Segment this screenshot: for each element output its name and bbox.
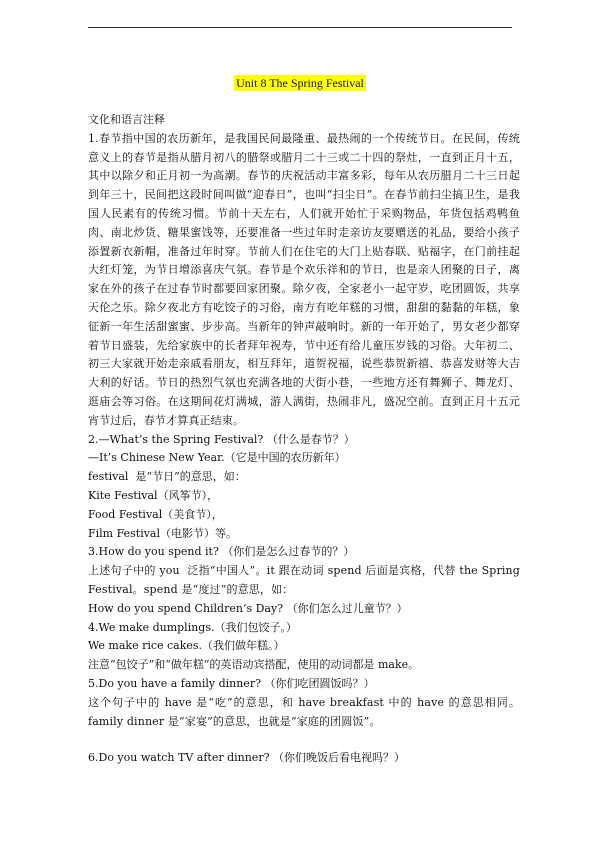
document-title: Unit 8 The Spring Festival — [236, 76, 364, 90]
note-2-question: 2.—What’s the Spring Festival? （什么是春节？） — [88, 432, 355, 446]
section-heading: 文化和语言注释 — [88, 113, 165, 126]
document-body — [88, 111, 524, 768]
note-5-question: 5.Do you have a family dinner? （你们吃团圆饭吗？） — [88, 676, 375, 690]
note-2-line-3: Food Festival（美食节）， — [88, 507, 223, 521]
note-6-question: 6.Do you watch TV after dinner? （你们晚饭后看电视吗？） — [88, 751, 405, 765]
blank-line — [88, 731, 520, 749]
note-3-line-1: 上述句子中的 you 泛指“中国人”。it 跟在动词 spend 后面是宾格，代替 the Spring Festival。spend 是“度过”的意思，如： — [88, 564, 524, 596]
note-2-line-4: Film Festival（电影节）等。 — [88, 526, 238, 540]
title-container — [0, 72, 600, 91]
note-4-line-2: 注意“包饺子”和“做年糕”的英语动宾搭配，使用的动词都是 make。 — [88, 658, 420, 672]
note-1-paragraph: 1.春节指中国的农历新年，是我国民间最隆重、最热闹的一个传统节日。在民间，传统意义上的春节是指从腊月初八的腊祭或腊月二十三或二十四的祭灶，一直到正月十五，其中以除夕和正月初一为高潮。春节的庆祝活动丰富多彩，每年从农历腊月二十三日起到年三十，民间把这段时间叫做“迎春日”，也叫“扫尘日”。在春节前扫尘搞卫生，是我国人民素有的传统习惯。节前十天左右，人们就开始忙于采购物品，年货包括鸡鸭鱼肉、南北炒货、糖果蜜饯等，还要准备一些过年时走亲访友要赠送的礼品，要给小孩子添置新衣新帽，准备过年时穿。节前人们在住宅的大门上贴春联、贴福字，在门前挂起大红灯笼，为节日增添喜庆气氛。春节是个欢乐祥和的节日，也是亲人团聚的日子，离家在外的孩子在过春节时都要回家团聚。除夕夜，全家老小一起守岁，吃团圆饭，共享天伦之乐。除夕夜北方有吃饺子的习俗，南方有吃年糕的习惯，甜甜的黏黏的年糕，象征新一年生活甜蜜蜜、步步高。当新年的钟声敲响时。新的一年开始了，男女老少都穿着节日盛装，先给家族中的长者拜年祝寿，节中还有给儿童压岁钱的习俗。大年初二、初三大家就开始走亲戚看朋友，相互拜年，道贺祝福，说些恭贺新禧、恭喜发财等大吉大利的好话。节日的热烈气氛也充满各地的大街小巷，一些地方还有舞狮子、舞龙灯、逛庙会等习俗。在这期间花灯满城，游人满街，热闹非凡，盛况空前。直到正月十五元宵节过后，春节才算真正结束。 — [88, 131, 520, 427]
note-3-line-2: How do you spend Children’s Day? （你们怎么过儿童节？） — [88, 601, 408, 615]
note-2-line-1: festival 是“节日”的意思，如： — [88, 470, 246, 484]
note-3-question: 3.How do you spend it? （你们是怎么过春节的？） — [88, 545, 355, 559]
note-5-line-1: 这个句子中的 have 是“吃”的意思，和 have breakfast 中的 have 的意思相同。family dinner 是“家宴”的意思，也就是“家庭的团圆饭”。 — [88, 695, 520, 728]
note-2-answer: —It’s Chinese New Year.（它是中国的农历新年） — [88, 451, 346, 465]
note-2-line-2: Kite Festival（风筝节）， — [88, 488, 219, 502]
header-rule — [88, 27, 512, 28]
note-4-question: 4.We make dumplings.（我们包饺子。） — [88, 620, 297, 634]
note-4-line-1: We make rice cakes.（我们做年糕。） — [88, 639, 285, 653]
